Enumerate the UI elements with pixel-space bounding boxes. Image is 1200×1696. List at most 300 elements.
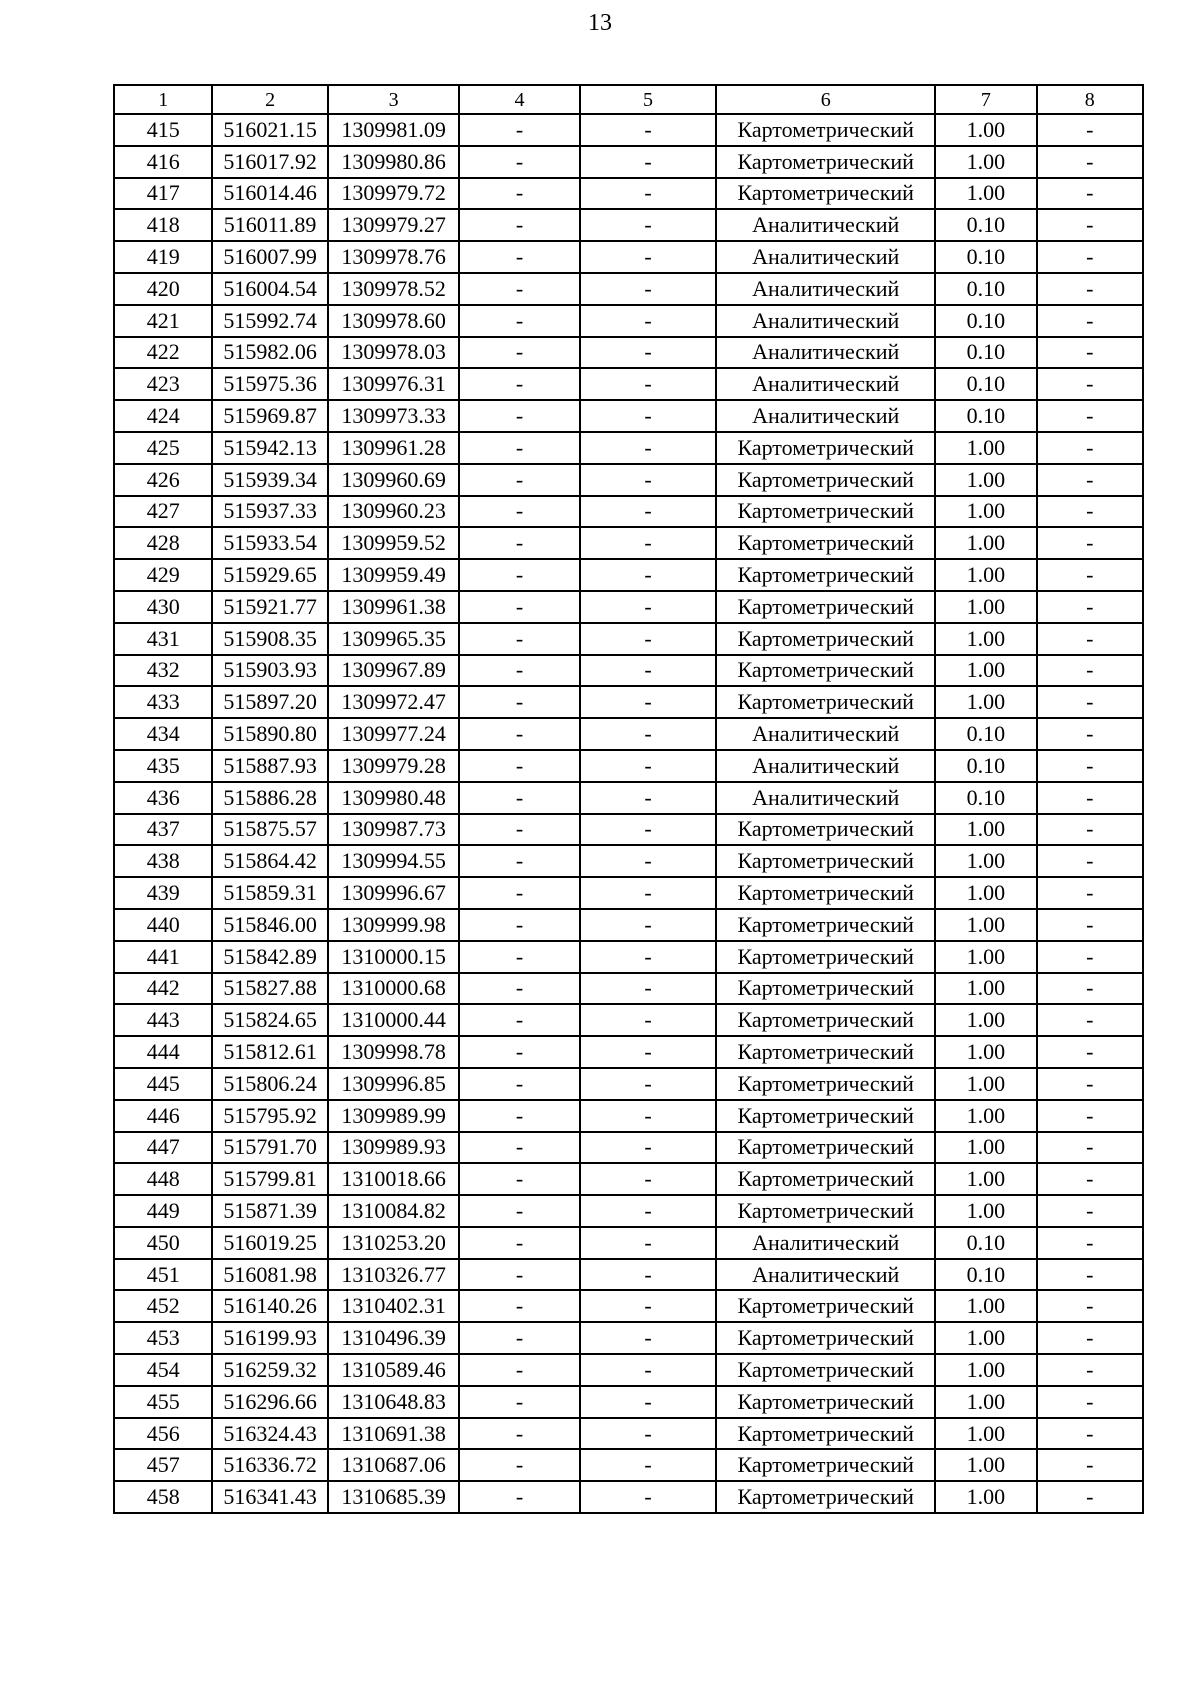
column-8-cell: -: [1037, 464, 1143, 496]
method-cell: Картометрический: [716, 1036, 935, 1068]
column-4-cell: -: [459, 146, 579, 178]
point-number-cell: 424: [114, 400, 212, 432]
coordinates-table: [113, 84, 1144, 1514]
coordinate-x-cell: 515875.57: [212, 814, 327, 846]
column-8-cell: -: [1037, 782, 1143, 814]
table-row: [114, 1227, 1143, 1259]
coordinate-x-cell: 515969.87: [212, 400, 327, 432]
column-5-cell: -: [580, 146, 717, 178]
coordinate-x-cell: 515806.24: [212, 1068, 327, 1100]
coordinate-x-cell: 516007.99: [212, 241, 327, 273]
coordinate-y-cell: 1309989.93: [328, 1132, 460, 1164]
column-4-cell: -: [459, 1449, 579, 1481]
column-4-cell: -: [459, 1195, 579, 1227]
coordinate-x-cell: 515887.93: [212, 750, 327, 782]
accuracy-cell: 1.00: [935, 909, 1036, 941]
column-8-cell: -: [1037, 750, 1143, 782]
coordinate-y-cell: 1310685.39: [328, 1481, 460, 1513]
coordinate-y-cell: 1309978.03: [328, 337, 460, 369]
column-8-cell: -: [1037, 400, 1143, 432]
method-cell: Картометрический: [716, 432, 935, 464]
point-number-cell: 449: [114, 1195, 212, 1227]
column-8-cell: -: [1037, 1354, 1143, 1386]
accuracy-cell: 0.10: [935, 400, 1036, 432]
coordinate-y-cell: 1309980.48: [328, 782, 460, 814]
column-8-cell: -: [1037, 718, 1143, 750]
table-row: [114, 464, 1143, 496]
column-8-cell: -: [1037, 305, 1143, 337]
method-cell: Картометрический: [716, 941, 935, 973]
column-5-cell: -: [580, 368, 717, 400]
method-cell: Картометрический: [716, 114, 935, 146]
column-5-cell: -: [580, 241, 717, 273]
method-cell: Картометрический: [716, 686, 935, 718]
point-number-cell: 445: [114, 1068, 212, 1100]
accuracy-cell: 0.10: [935, 1259, 1036, 1291]
point-number-cell: 429: [114, 559, 212, 591]
column-5-cell: -: [580, 973, 717, 1005]
column-5-cell: -: [580, 114, 717, 146]
accuracy-cell: 1.00: [935, 686, 1036, 718]
column-4-cell: -: [459, 973, 579, 1005]
point-number-cell: 438: [114, 845, 212, 877]
accuracy-cell: 0.10: [935, 1227, 1036, 1259]
coordinate-x-cell: 515871.39: [212, 1195, 327, 1227]
method-cell: Аналитический: [716, 209, 935, 241]
table-row: [114, 973, 1143, 1005]
method-cell: Картометрический: [716, 973, 935, 1005]
column-header: 6: [716, 85, 935, 114]
point-number-cell: 435: [114, 750, 212, 782]
accuracy-cell: 0.10: [935, 718, 1036, 750]
column-5-cell: -: [580, 559, 717, 591]
column-5-cell: -: [580, 750, 717, 782]
coordinate-y-cell: 1310648.83: [328, 1386, 460, 1418]
accuracy-cell: 1.00: [935, 146, 1036, 178]
column-5-cell: -: [580, 1163, 717, 1195]
column-8-cell: -: [1037, 1290, 1143, 1322]
column-4-cell: -: [459, 1290, 579, 1322]
method-cell: Картометрический: [716, 623, 935, 655]
point-number-cell: 427: [114, 496, 212, 528]
accuracy-cell: 1.00: [935, 1068, 1036, 1100]
column-4-cell: -: [459, 178, 579, 210]
coordinate-y-cell: 1309967.89: [328, 655, 460, 687]
accuracy-cell: 1.00: [935, 432, 1036, 464]
method-cell: Картометрический: [716, 527, 935, 559]
column-5-cell: -: [580, 305, 717, 337]
accuracy-cell: 1.00: [935, 114, 1036, 146]
point-number-cell: 430: [114, 591, 212, 623]
column-5-cell: -: [580, 686, 717, 718]
column-8-cell: -: [1037, 941, 1143, 973]
point-number-cell: 455: [114, 1386, 212, 1418]
column-4-cell: -: [459, 1100, 579, 1132]
column-8-cell: -: [1037, 686, 1143, 718]
coordinate-y-cell: 1309978.52: [328, 273, 460, 305]
point-number-cell: 440: [114, 909, 212, 941]
column-5-cell: -: [580, 1354, 717, 1386]
column-5-cell: -: [580, 1322, 717, 1354]
column-5-cell: -: [580, 877, 717, 909]
accuracy-cell: 1.00: [935, 1132, 1036, 1164]
accuracy-cell: 1.00: [935, 1163, 1036, 1195]
method-cell: Аналитический: [716, 241, 935, 273]
column-4-cell: -: [459, 941, 579, 973]
column-5-cell: -: [580, 400, 717, 432]
table-row: [114, 114, 1143, 146]
point-number-cell: 425: [114, 432, 212, 464]
coordinate-x-cell: 515933.54: [212, 527, 327, 559]
coordinate-x-cell: 515982.06: [212, 337, 327, 369]
accuracy-cell: 0.10: [935, 750, 1036, 782]
coordinate-x-cell: 516081.98: [212, 1259, 327, 1291]
column-8-cell: -: [1037, 432, 1143, 464]
column-4-cell: -: [459, 1481, 579, 1513]
column-4-cell: -: [459, 527, 579, 559]
coordinate-y-cell: 1309981.09: [328, 114, 460, 146]
column-5-cell: -: [580, 1195, 717, 1227]
table-row: [114, 814, 1143, 846]
table-row: [114, 1418, 1143, 1450]
coordinate-x-cell: 515992.74: [212, 305, 327, 337]
coordinate-x-cell: 515795.92: [212, 1100, 327, 1132]
point-number-cell: 442: [114, 973, 212, 1005]
point-number-cell: 426: [114, 464, 212, 496]
method-cell: Картометрический: [716, 655, 935, 687]
coordinate-x-cell: 516336.72: [212, 1449, 327, 1481]
column-8-cell: -: [1037, 877, 1143, 909]
method-cell: Аналитический: [716, 400, 935, 432]
method-cell: Аналитический: [716, 782, 935, 814]
accuracy-cell: 1.00: [935, 559, 1036, 591]
table-row: [114, 1354, 1143, 1386]
column-5-cell: -: [580, 1004, 717, 1036]
column-4-cell: -: [459, 1418, 579, 1450]
column-5-cell: -: [580, 527, 717, 559]
column-4-cell: -: [459, 432, 579, 464]
table-row: [114, 496, 1143, 528]
coordinate-x-cell: 515942.13: [212, 432, 327, 464]
column-4-cell: -: [459, 686, 579, 718]
accuracy-cell: 1.00: [935, 1100, 1036, 1132]
point-number-cell: 448: [114, 1163, 212, 1195]
column-5-cell: -: [580, 273, 717, 305]
table-row: [114, 146, 1143, 178]
column-4-cell: -: [459, 623, 579, 655]
method-cell: Картометрический: [716, 1322, 935, 1354]
column-8-cell: -: [1037, 1386, 1143, 1418]
coordinate-x-cell: 515859.31: [212, 877, 327, 909]
column-5-cell: -: [580, 941, 717, 973]
column-8-cell: -: [1037, 1068, 1143, 1100]
column-8-cell: -: [1037, 1481, 1143, 1513]
method-cell: Картометрический: [716, 1418, 935, 1450]
coordinate-y-cell: 1309994.55: [328, 845, 460, 877]
method-cell: Картометрический: [716, 178, 935, 210]
table-row: [114, 845, 1143, 877]
point-number-cell: 433: [114, 686, 212, 718]
column-5-cell: -: [580, 209, 717, 241]
coordinate-y-cell: 1309989.99: [328, 1100, 460, 1132]
coordinate-x-cell: 515864.42: [212, 845, 327, 877]
column-5-cell: -: [580, 718, 717, 750]
table-row: [114, 1290, 1143, 1322]
method-cell: Аналитический: [716, 750, 935, 782]
column-4-cell: -: [459, 1386, 579, 1418]
coordinate-y-cell: 1310402.31: [328, 1290, 460, 1322]
column-4-cell: -: [459, 209, 579, 241]
coordinate-x-cell: 516021.15: [212, 114, 327, 146]
table-row: [114, 1449, 1143, 1481]
column-4-cell: -: [459, 114, 579, 146]
column-4-cell: -: [459, 1004, 579, 1036]
coordinate-x-cell: 516017.92: [212, 146, 327, 178]
coordinate-y-cell: 1309980.86: [328, 146, 460, 178]
accuracy-cell: 1.00: [935, 814, 1036, 846]
method-cell: Картометрический: [716, 1449, 935, 1481]
table-row: [114, 1481, 1143, 1513]
point-number-cell: 441: [114, 941, 212, 973]
column-5-cell: -: [580, 1068, 717, 1100]
accuracy-cell: 1.00: [935, 527, 1036, 559]
column-8-cell: -: [1037, 1259, 1143, 1291]
accuracy-cell: 1.00: [935, 1290, 1036, 1322]
accuracy-cell: 0.10: [935, 782, 1036, 814]
coordinate-x-cell: 515824.65: [212, 1004, 327, 1036]
column-8-cell: -: [1037, 1132, 1143, 1164]
column-8-cell: -: [1037, 146, 1143, 178]
method-cell: Аналитический: [716, 1227, 935, 1259]
column-4-cell: -: [459, 845, 579, 877]
accuracy-cell: 0.10: [935, 337, 1036, 369]
column-4-cell: -: [459, 750, 579, 782]
accuracy-cell: 1.00: [935, 941, 1036, 973]
column-4-cell: -: [459, 241, 579, 273]
point-number-cell: 452: [114, 1290, 212, 1322]
accuracy-cell: 0.10: [935, 241, 1036, 273]
coordinate-y-cell: 1309976.31: [328, 368, 460, 400]
column-8-cell: -: [1037, 623, 1143, 655]
point-number-cell: 456: [114, 1418, 212, 1450]
point-number-cell: 458: [114, 1481, 212, 1513]
column-8-cell: -: [1037, 845, 1143, 877]
coordinate-y-cell: 1309965.35: [328, 623, 460, 655]
accuracy-cell: 1.00: [935, 1354, 1036, 1386]
accuracy-cell: 1.00: [935, 623, 1036, 655]
method-cell: Картометрический: [716, 814, 935, 846]
accuracy-cell: 1.00: [935, 178, 1036, 210]
accuracy-cell: 1.00: [935, 496, 1036, 528]
coordinate-y-cell: 1309996.67: [328, 877, 460, 909]
column-5-cell: -: [580, 909, 717, 941]
coordinate-y-cell: 1310084.82: [328, 1195, 460, 1227]
table-row: [114, 750, 1143, 782]
coordinate-x-cell: 515929.65: [212, 559, 327, 591]
point-number-cell: 422: [114, 337, 212, 369]
coordinate-y-cell: 1310589.46: [328, 1354, 460, 1386]
coordinate-y-cell: 1310326.77: [328, 1259, 460, 1291]
column-5-cell: -: [580, 1481, 717, 1513]
coordinate-y-cell: 1310496.39: [328, 1322, 460, 1354]
point-number-cell: 454: [114, 1354, 212, 1386]
coordinate-y-cell: 1309959.49: [328, 559, 460, 591]
table-body: [114, 114, 1143, 1513]
table-row: [114, 241, 1143, 273]
coordinate-x-cell: 515897.20: [212, 686, 327, 718]
method-cell: Картометрический: [716, 1163, 935, 1195]
column-8-cell: -: [1037, 973, 1143, 1005]
method-cell: Аналитический: [716, 273, 935, 305]
accuracy-cell: 1.00: [935, 655, 1036, 687]
table-row: [114, 1386, 1143, 1418]
coordinate-x-cell: 516019.25: [212, 1227, 327, 1259]
column-4-cell: -: [459, 909, 579, 941]
accuracy-cell: 0.10: [935, 273, 1036, 305]
point-number-cell: 421: [114, 305, 212, 337]
coordinate-x-cell: 516004.54: [212, 273, 327, 305]
column-8-cell: -: [1037, 591, 1143, 623]
column-5-cell: -: [580, 814, 717, 846]
table-header: [114, 85, 1143, 114]
point-number-cell: 443: [114, 1004, 212, 1036]
accuracy-cell: 1.00: [935, 1418, 1036, 1450]
coordinate-x-cell: 516014.46: [212, 178, 327, 210]
coordinate-x-cell: 515812.61: [212, 1036, 327, 1068]
column-4-cell: -: [459, 1036, 579, 1068]
coordinate-x-cell: 515791.70: [212, 1132, 327, 1164]
column-4-cell: -: [459, 1132, 579, 1164]
page-number: 13: [588, 10, 612, 36]
coordinate-y-cell: 1309973.33: [328, 400, 460, 432]
point-number-cell: 423: [114, 368, 212, 400]
table-row: [114, 1163, 1143, 1195]
column-4-cell: -: [459, 305, 579, 337]
table-row: [114, 909, 1143, 941]
coordinate-x-cell: 515908.35: [212, 623, 327, 655]
point-number-cell: 450: [114, 1227, 212, 1259]
table-row: [114, 527, 1143, 559]
table-row: [114, 337, 1143, 369]
method-cell: Картометрический: [716, 1290, 935, 1322]
coordinate-y-cell: 1310691.38: [328, 1418, 460, 1450]
column-8-cell: -: [1037, 1227, 1143, 1259]
table-row: [114, 432, 1143, 464]
method-cell: Картометрический: [716, 909, 935, 941]
method-cell: Картометрический: [716, 1481, 935, 1513]
coordinate-x-cell: 516011.89: [212, 209, 327, 241]
accuracy-cell: 1.00: [935, 1386, 1036, 1418]
coordinate-y-cell: 1309999.98: [328, 909, 460, 941]
column-8-cell: -: [1037, 337, 1143, 369]
table-row: [114, 559, 1143, 591]
point-number-cell: 419: [114, 241, 212, 273]
column-5-cell: -: [580, 1227, 717, 1259]
column-header: 4: [459, 85, 579, 114]
coordinate-y-cell: 1309987.73: [328, 814, 460, 846]
point-number-cell: 453: [114, 1322, 212, 1354]
method-cell: Картометрический: [716, 1100, 935, 1132]
column-header: 7: [935, 85, 1036, 114]
table-row: [114, 718, 1143, 750]
table-row: [114, 1259, 1143, 1291]
coordinate-y-cell: 1309960.69: [328, 464, 460, 496]
table-row: [114, 941, 1143, 973]
coordinate-y-cell: 1309959.52: [328, 527, 460, 559]
point-number-cell: 457: [114, 1449, 212, 1481]
column-5-cell: -: [580, 1132, 717, 1164]
column-8-cell: -: [1037, 527, 1143, 559]
column-5-cell: -: [580, 655, 717, 687]
column-8-cell: -: [1037, 1004, 1143, 1036]
column-4-cell: -: [459, 655, 579, 687]
column-8-cell: -: [1037, 1163, 1143, 1195]
coordinate-x-cell: 515827.88: [212, 973, 327, 1005]
accuracy-cell: 0.10: [935, 368, 1036, 400]
method-cell: Картометрический: [716, 1386, 935, 1418]
column-4-cell: -: [459, 814, 579, 846]
point-number-cell: 432: [114, 655, 212, 687]
point-number-cell: 437: [114, 814, 212, 846]
point-number-cell: 434: [114, 718, 212, 750]
coordinate-x-cell: 515799.81: [212, 1163, 327, 1195]
column-4-cell: -: [459, 1227, 579, 1259]
column-4-cell: -: [459, 718, 579, 750]
point-number-cell: 415: [114, 114, 212, 146]
coordinate-y-cell: 1309961.28: [328, 432, 460, 464]
method-cell: Картометрический: [716, 1068, 935, 1100]
column-4-cell: -: [459, 464, 579, 496]
method-cell: Аналитический: [716, 368, 935, 400]
method-cell: Картометрический: [716, 1195, 935, 1227]
coordinate-x-cell: 515846.00: [212, 909, 327, 941]
coordinate-y-cell: 1309998.78: [328, 1036, 460, 1068]
table-row: [114, 400, 1143, 432]
column-4-cell: -: [459, 273, 579, 305]
column-4-cell: -: [459, 337, 579, 369]
table-row: [114, 178, 1143, 210]
coordinate-x-cell: 515975.36: [212, 368, 327, 400]
column-5-cell: -: [580, 845, 717, 877]
accuracy-cell: 1.00: [935, 1004, 1036, 1036]
column-4-cell: -: [459, 1163, 579, 1195]
table-row: [114, 1322, 1143, 1354]
accuracy-cell: 1.00: [935, 973, 1036, 1005]
coordinate-x-cell: 515842.89: [212, 941, 327, 973]
column-8-cell: -: [1037, 209, 1143, 241]
coordinate-y-cell: 1309972.47: [328, 686, 460, 718]
column-8-cell: -: [1037, 1418, 1143, 1450]
coordinate-x-cell: 515903.93: [212, 655, 327, 687]
point-number-cell: 446: [114, 1100, 212, 1132]
column-4-cell: -: [459, 559, 579, 591]
method-cell: Аналитический: [716, 718, 935, 750]
accuracy-cell: 1.00: [935, 1481, 1036, 1513]
column-5-cell: -: [580, 1036, 717, 1068]
method-cell: Картометрический: [716, 559, 935, 591]
table-row: [114, 686, 1143, 718]
coordinate-x-cell: 516341.43: [212, 1481, 327, 1513]
column-8-cell: -: [1037, 1322, 1143, 1354]
column-5-cell: -: [580, 496, 717, 528]
column-8-cell: -: [1037, 655, 1143, 687]
method-cell: Картометрический: [716, 464, 935, 496]
coordinate-x-cell: 516259.32: [212, 1354, 327, 1386]
coordinate-y-cell: 1309979.28: [328, 750, 460, 782]
point-number-cell: 416: [114, 146, 212, 178]
column-4-cell: -: [459, 1322, 579, 1354]
column-header: 8: [1037, 85, 1143, 114]
